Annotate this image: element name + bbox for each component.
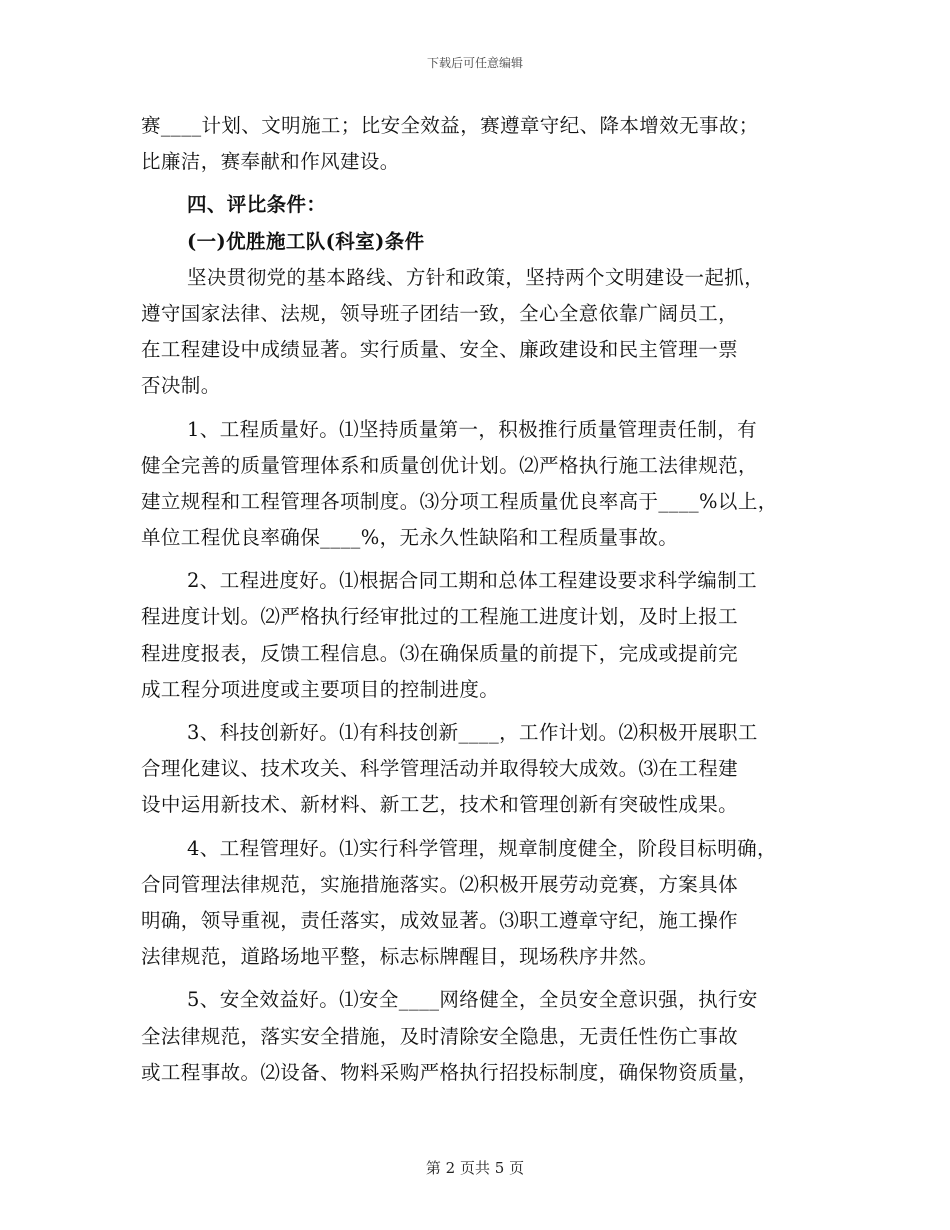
paragraph-gap bbox=[141, 708, 821, 715]
header-note: 下载后可任意编辑 bbox=[426, 56, 523, 70]
paragraph-gap bbox=[141, 824, 821, 831]
text-line: 成工程分项进度或主要项目的控制进度。 bbox=[141, 677, 500, 701]
text-line: 在工程建设中成绩显著。实行质量、安全、廉政建设和民主管理一票 bbox=[141, 338, 739, 362]
text-line: 健全完善的质量管理体系和质量创优计划。⑵严格执行施工法律规范， bbox=[141, 453, 758, 477]
text-line: 单位工程优良率确保____%，无永久性缺陷和工程质量事故。 bbox=[141, 526, 679, 550]
section-heading: 四、评比条件： bbox=[187, 193, 327, 217]
text-line: 1、工程质量好。⑴坚持质量第一，积极推行质量管理责任制，有 bbox=[187, 417, 758, 441]
paragraph-gap bbox=[141, 405, 821, 412]
paragraph-gap bbox=[141, 180, 821, 187]
text-line: 比廉洁，赛奉献和作风建设。 bbox=[141, 150, 400, 174]
text-line: 全法律规范，落实安全措施，及时清除安全隐患，无责任性伤亡事故 bbox=[141, 1024, 739, 1048]
text-line: 4、工程管理好。⑴实行科学管理，规章制度健全，阶段目标明确， bbox=[187, 836, 777, 860]
text-line: 合理化建议、技术攻关、科学管理活动并取得较大成效。⑶在工程建 bbox=[141, 757, 739, 781]
text-line: 坚决贯彻党的基本路线、方针和政策，坚持两个文明建设一起抓， bbox=[187, 265, 765, 289]
paragraph-gap bbox=[141, 556, 821, 563]
section-heading: (一)优胜施工队(科室)条件 bbox=[187, 229, 425, 253]
text-line: 否决制。 bbox=[141, 374, 221, 398]
page-number-footer: 第 2 页共 5 页 bbox=[425, 1159, 525, 1177]
text-line: 合同管理法律规范，实施措施落实。⑵积极开展劳动竞赛，方案具体 bbox=[141, 872, 739, 896]
text-line: 程进度报表，反馈工程信息。⑶在确保质量的前提下，完成或提前完 bbox=[141, 641, 739, 665]
document-body bbox=[141, 108, 821, 1091]
text-line: 建立规程和工程管理各项制度。⑶分项工程质量优良率高于____%以上， bbox=[141, 489, 778, 513]
text-line: 赛____计划、文明施工；比安全效益，赛遵章守纪、降本增效无事故； bbox=[141, 114, 759, 137]
text-line: 程进度计划。⑵严格执行经审批过的工程施工进度计划，及时上报工 bbox=[141, 605, 739, 629]
text-line: 遵守国家法律、法规，领导班子团结一致，全心全意依靠广阔员工， bbox=[141, 301, 739, 325]
text-line: 3、科技创新好。⑴有科技创新____，工作计划。⑵积极开展职工 bbox=[187, 721, 758, 744]
text-line: 法律规范，道路场地平整，标志标牌醒目，现场秩序井然。 bbox=[141, 945, 659, 969]
text-line: 5、安全效益好。⑴安全____网络健全，全员安全意识强，执行安 bbox=[187, 988, 758, 1012]
paragraph-gap bbox=[141, 975, 821, 982]
text-line: 设中运用新技术、新材料、新工艺，技术和管理创新有突破性成果。 bbox=[141, 793, 739, 817]
text-line: 或工程事故。⑵设备、物料采购严格执行招投标制度，确保物资质量， bbox=[141, 1060, 758, 1084]
text-line: 2、工程进度好。⑴根据合同工期和总体工程建设要求科学编制工 bbox=[187, 569, 758, 593]
text-line: 明确，领导重视，责任落实，成效显著。⑶职工遵章守纪，施工操作 bbox=[141, 908, 739, 932]
